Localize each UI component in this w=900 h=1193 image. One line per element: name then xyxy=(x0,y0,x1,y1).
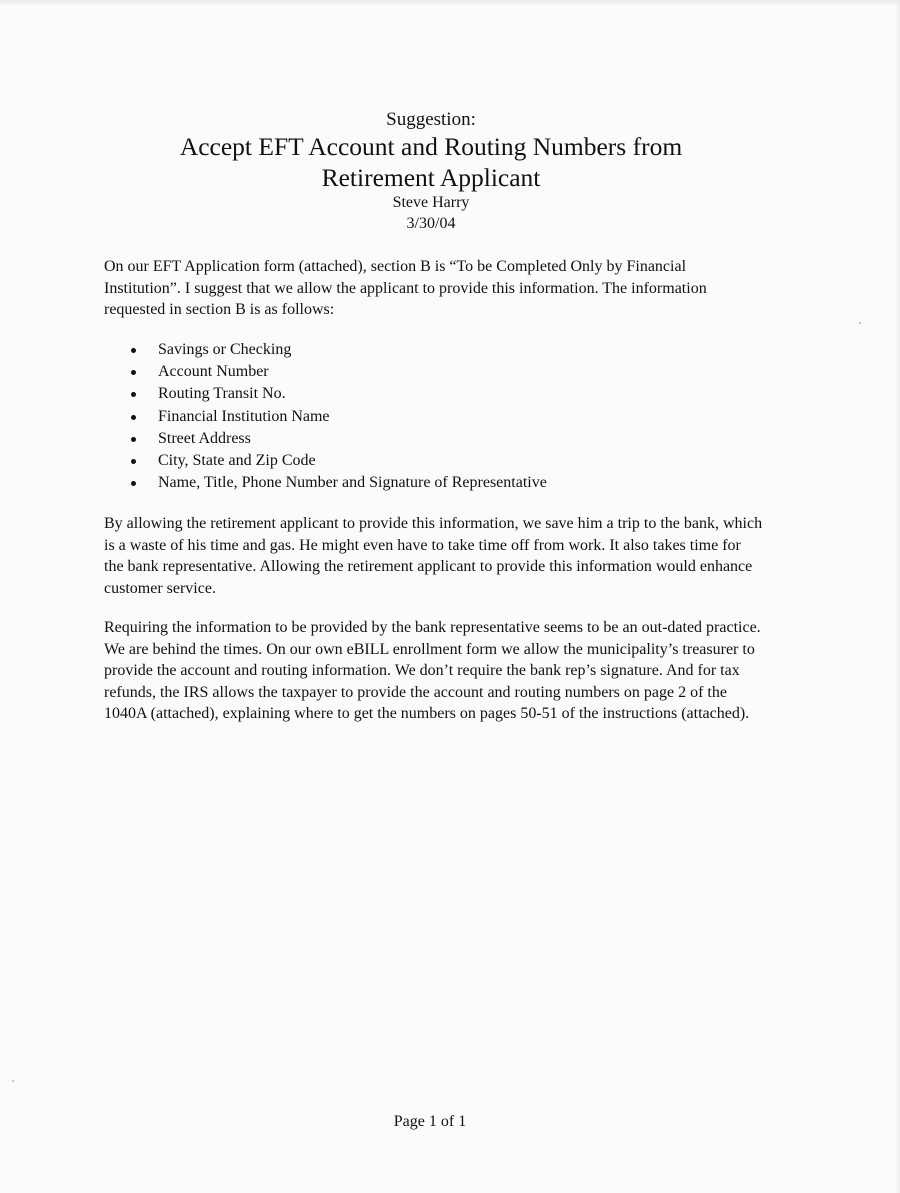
list-item xyxy=(104,406,547,428)
list-item xyxy=(104,450,547,472)
scan-edge-top xyxy=(0,0,900,6)
list-item-text: Routing Transit No. xyxy=(158,385,286,403)
list-item-text: Street Address xyxy=(158,429,251,447)
scan-speck xyxy=(859,322,861,324)
outdated-practice-paragraph: Requiring the information to be provided by the bank representative seems to be an out-dated practice. We are behind the times. On our own eBILL enrollment form we allow the municipality’s treasurer to provide the account and routing information. We don’t require the bank rep’s signature. And for tax refunds, the IRS allows the taxpayer to provide the account and routing numbers on page 2 of the 1040A (attached), explaining where to get the numbers on pages 50-51 of the instructions (attached). xyxy=(104,619,761,722)
suggestion-label: Suggestion: xyxy=(386,109,476,130)
bullet-icon xyxy=(131,392,136,397)
list-item xyxy=(104,383,547,405)
bullet-icon xyxy=(131,459,136,464)
list-item xyxy=(104,361,547,383)
scan-edge-right xyxy=(895,0,900,1193)
section-b-fields-list xyxy=(104,339,547,494)
document-title-line-2: Retirement Applicant xyxy=(321,163,541,192)
document-title-line-1: Accept EFT Account and Routing Numbers from xyxy=(179,132,683,161)
list-item xyxy=(104,472,547,494)
document-date: 3/30/04 xyxy=(406,215,456,232)
benefits-paragraph: By allowing the retirement applicant to provide this information, we save him a trip to the bank, which is a waste of his time and gas. He might even have to take time off from work. It also takes time for the bank representative. Allowing the retirement applicant to provide this information would enhance customer service. xyxy=(104,515,763,597)
author-name: Steve Harry xyxy=(392,194,470,211)
list-item-text: Name, Title, Phone Number and Signature of Representative xyxy=(158,474,547,492)
list-item-text: Account Number xyxy=(158,363,269,381)
bullet-icon xyxy=(131,437,136,442)
page-number: Page 1 of 1 xyxy=(393,1113,467,1130)
list-item-text: City, State and Zip Code xyxy=(158,451,316,469)
list-item xyxy=(104,428,547,450)
bullet-icon xyxy=(131,481,136,486)
list-item-text: Savings or Checking xyxy=(158,341,292,358)
list-item-text: Financial Institution Name xyxy=(158,407,330,425)
document-title xyxy=(0,131,862,193)
bullet-icon xyxy=(131,415,136,420)
bullet-icon xyxy=(131,370,136,375)
scan-speck xyxy=(12,1080,14,1082)
intro-paragraph: On our EFT Application form (attached), section B is “To be Completed Only by Financial Institution”. I suggest that we allow the applicant to provide this information. The information requested in section B is as follows: xyxy=(104,258,707,318)
bullet-icon xyxy=(131,348,136,353)
list-item xyxy=(104,339,547,361)
